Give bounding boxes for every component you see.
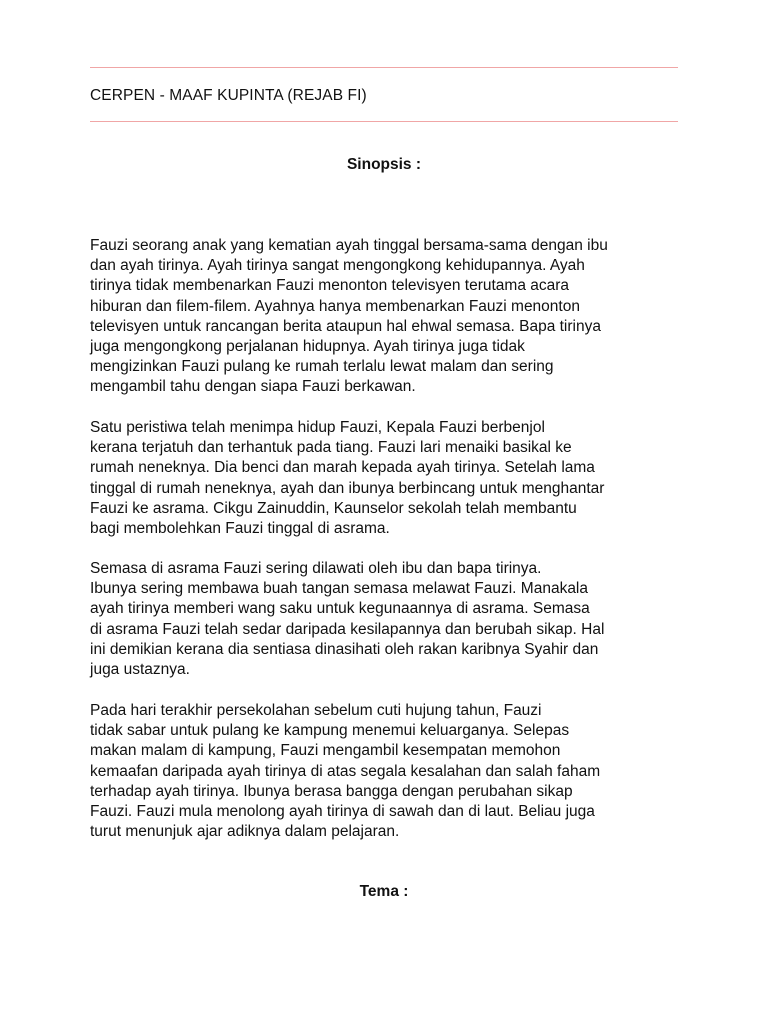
header-bottom-rule — [90, 121, 678, 122]
paragraph-4: Pada hari terakhir persekolahan sebelum cuti hujung tahun, Fauzi tidak sabar untuk pulang ke kampung menemui keluarganya. Selepas makan malam di kampung, Fauzi mengambil kesempatan memohon kemaafan daripada ayah tirinya di atas segala kesalahan dan salah faham terhadap ayah tirinya. Ibunya berasa bangga dengan perubahan sikap Fauzi. Fauzi mula menolong ayah tirinya di sawah dan di laut. Beliau juga turut menunjuk ajar adiknya dalam pelajaran. — [90, 702, 601, 841]
document-title: CERPEN - MAAF KUPINTA (REJAB FI) — [90, 87, 367, 104]
header-top-rule — [90, 67, 678, 68]
section-heading-sinopsis: Sinopsis : — [346, 156, 422, 173]
paragraph-2: Satu peristiwa telah menimpa hidup Fauzi, Kepala Fauzi berbenjol kerana terjatuh dan terhantuk pada tiang. Fauzi lari menaiki basikal ke rumah neneknya. Dia benci dan marah kepada ayah tirinya. Setelah lama tinggal di rumah neneknya, ayah dan ibunya berbincang untuk menghantar Fauzi ke asrama. Cikgu Zainuddin, Kaunselor sekolah telah membantu bagi membolehkan Fauzi tinggal di asrama. — [90, 419, 605, 538]
paragraph-3: Semasa di asrama Fauzi sering dilawati oleh ibu dan bapa tirinya. Ibunya sering membawa buah tangan semasa melawat Fauzi. Manakala ayah tirinya memberi wang saku untuk kegunaannya di asrama. Semasa di asrama Fauzi telah sedar daripada kesilapannya dan berubah sikap. Hal ini demikian kerana dia sentiasa dinasihati oleh rakan karibnya Syahir dan juga ustaznya. — [90, 560, 605, 679]
paragraph-1: Fauzi seorang anak yang kematian ayah tinggal bersama-sama dengan ibu dan ayah tirinya. Ayah tirinya sangat mengongkong kehidupannya. Ayah tirinya tidak membenarkan Fauzi menonton televisyen terutama acara hiburan dan filem-filem. Ayahnya hanya membenarkan Fauzi menonton televisyen untuk rancangan berita ataupun hal ehwal semasa. Bapa tirinya juga mengongkong perjalanan hidupnya. Ayah tirinya juga tidak mengizinkan Fauzi pulang ke rumah terlalu lewat malam dan sering mengambil tahu dengan siapa Fauzi berkawan. — [90, 237, 608, 396]
section-heading-tema: Tema : — [359, 883, 409, 900]
